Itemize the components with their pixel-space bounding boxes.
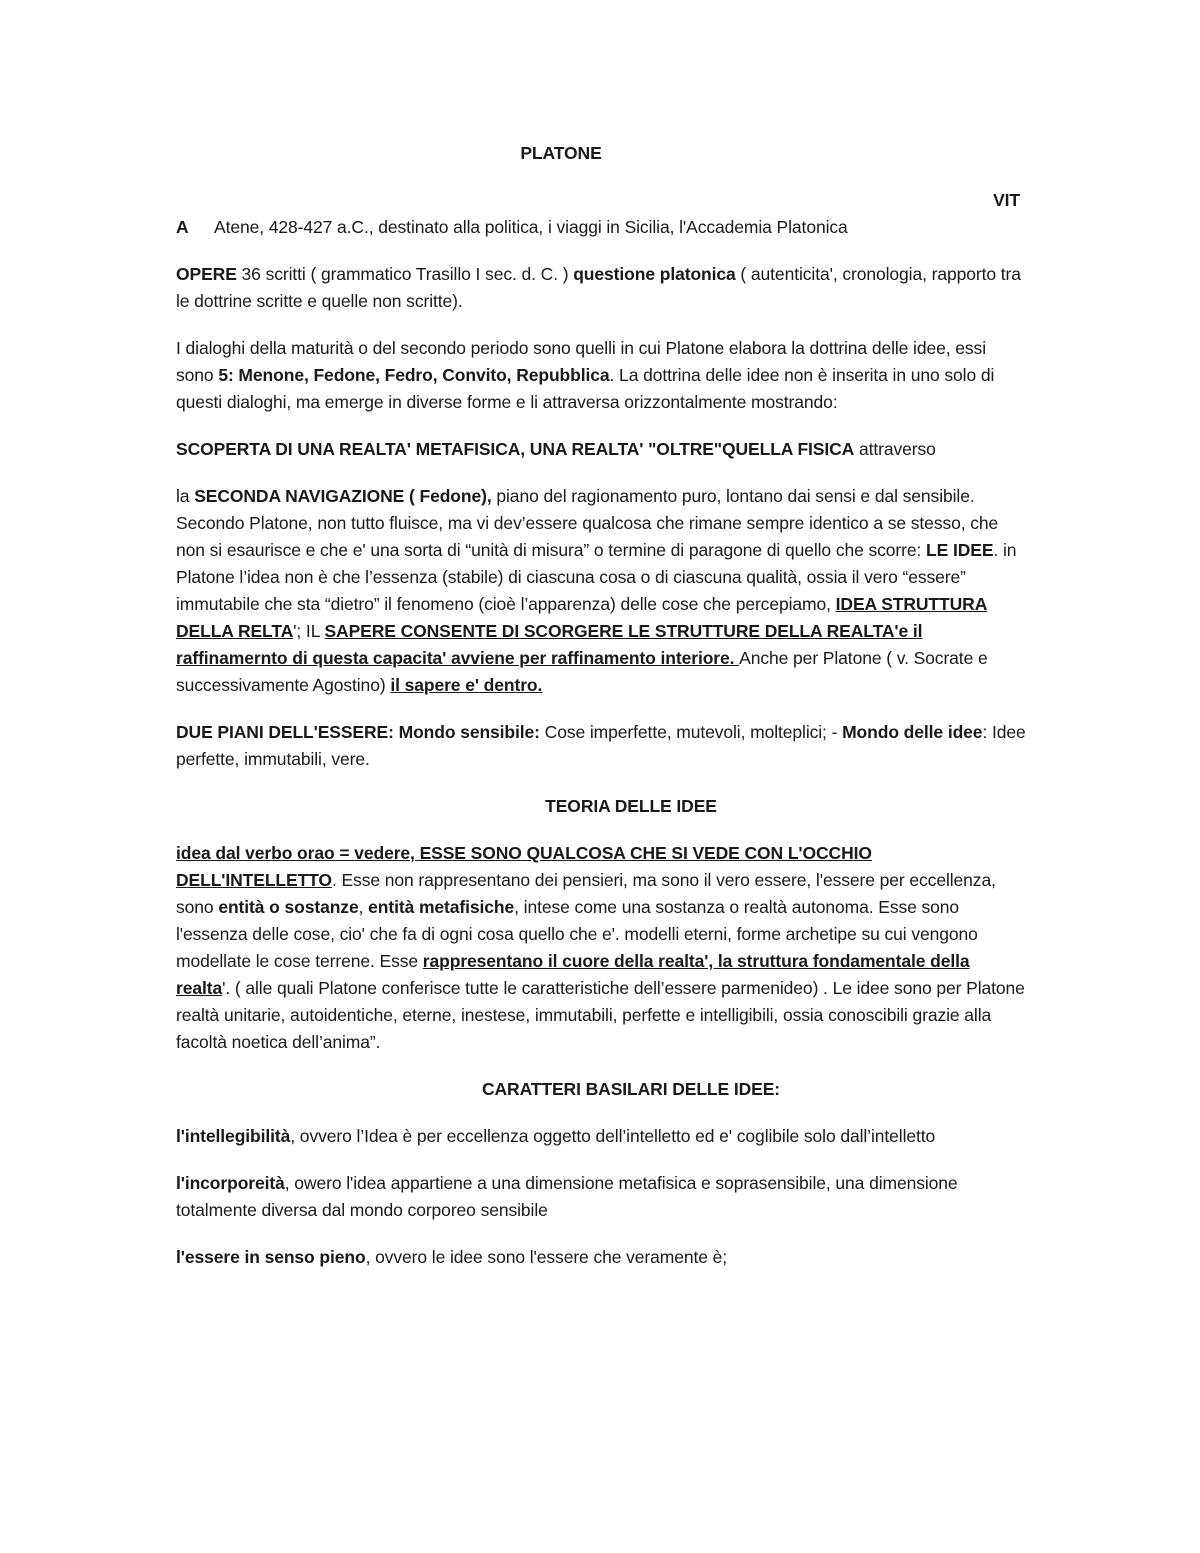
caratteri-item-text: , ovvero l’Idea è per eccellenza oggetto dell’intelletto ed e' coglibile solo dall’intelletto	[290, 1126, 936, 1146]
navigazione-underlined-2: SAPERE CONSENTE DI SCORGERE LE STRUTTURE DELLA REALTA'e il raffinamernto di questa capacita' avviene per raffinamento interiore.	[176, 621, 923, 668]
scoperta-bold: SCOPERTA DI UNA REALTA' METAFISICA, UNA REALTA' "OLTRE"QUELLA FISICA	[176, 439, 855, 459]
teoria-heading: TEORIA DELLE IDEE	[545, 796, 717, 816]
due-piani-text-2: : Idee perfette, immutabili, vere.	[176, 722, 1026, 769]
caratteri-item	[176, 1244, 1026, 1271]
due-piani-bold-2: Mondo delle idee	[842, 722, 983, 742]
scoperta-paragraph	[176, 436, 1026, 463]
dialoghi-bold-1: 5: Menone, Fedone, Fedro, Convito, Repubblica	[218, 365, 610, 385]
teoria-paragraph	[176, 840, 1026, 1056]
caratteri-heading: CARATTERI BASILARI DELLE IDEE:	[481, 1079, 781, 1099]
navigazione-bold-1: SECONDA NAVIGAZIONE ( Fedone),	[194, 486, 492, 506]
opere-text-1: 36 scritti ( grammatico Trasillo I sec. d. C. )	[236, 264, 574, 284]
caratteri-item-text: , owero l'idea appartiene a una dimensione metafisica e soprasensibile, una dimensione totalmente diversa dal mondo corporeo sensibile	[176, 1173, 958, 1220]
teoria-bold-2: entità metafisiche	[368, 897, 515, 917]
caratteri-item-bold: l'intellegibilità	[176, 1126, 291, 1146]
teoria-text-4: '. ( alle quali Platone conferisce tutte le caratteristiche dell’essere parmenideo) . Le idee sono per Platone realtà unitarie, autoidentiche, eterne, inestese, immutabili, perfette e intelligibili, ossia conoscibili grazie alla facoltà noetica dell’anima”.	[176, 978, 1025, 1052]
navigazione-text-5: Anche per Platone ( v. Socrate e successivamente Agostino)	[176, 648, 988, 695]
scoperta-text: attraverso	[854, 439, 936, 459]
caratteri-item-bold: l'essere in senso pieno	[176, 1247, 366, 1267]
caratteri-item	[176, 1170, 1026, 1224]
navigazione-text-1: la	[176, 486, 195, 506]
teoria-text-1: . Esse non rappresentano dei pensieri, ma sono il vero essere, l'essere per eccellenza, sono	[176, 870, 996, 917]
page-title: PLATONE	[520, 143, 602, 163]
opere-bold-1: questione platonica	[573, 264, 736, 284]
navigazione-underlined-1: IDEA STRUTTURA DELLA RELTA	[176, 594, 988, 641]
due-piani-text-1: Cose imperfette, mutevoli, molteplici; -	[539, 722, 843, 742]
vita-label-part1: VIT	[993, 190, 1020, 210]
vita-paragraph	[176, 214, 1026, 241]
navigazione-text-4: '; IL	[293, 621, 325, 641]
dialoghi-paragraph	[176, 335, 1026, 416]
teoria-text-2: ,	[358, 897, 369, 917]
navigazione-text-3: . in Platone l’idea non è che l’essenza (stabile) di ciascuna cosa o di ciascuna qualità, ossia il vero “essere” immutabile che sta “dietro” il fenomeno (cioè l’apparenza) delle cose che percepiamo,	[176, 540, 1017, 614]
opere-paragraph	[176, 261, 1026, 315]
teoria-underlined-2: rappresentano il cuore della realta', la struttura fondamentale della realta	[176, 951, 970, 998]
teoria-text-3: , intese come una sostanza o realtà autonoma. Esse sono l'essenza delle cose, cio' che fa di ogni cosa quello che e'. modelli eterni, forme archetipe su cui vengono modellate le cose terrene. Esse	[176, 897, 978, 971]
navigazione-underlined-3: il sapere e' dentro.	[390, 675, 543, 695]
navigazione-text-2: piano del ragionamento puro, lontano dai sensi e dal sensibile. Secondo Platone, non tutto fluisce, ma vi dev’essere qualcosa che rimane sempre identico a se stesso, che non si esaurisce e che e' una sorta di “unità di misura” o termine di paragone di quello che scorre:	[176, 486, 999, 560]
teoria-bold-1: entità o sostanze	[218, 897, 359, 917]
due-piani-paragraph	[176, 719, 1026, 773]
navigazione-paragraph	[176, 483, 1026, 699]
navigazione-bold-2: LE IDEE	[926, 540, 994, 560]
dialoghi-text-1: I dialoghi della maturità o del secondo periodo sono quelli in cui Platone elabora la dottrina delle idee, essi sono	[176, 338, 986, 385]
document-body	[176, 140, 1026, 1291]
due-piani-bold-1: DUE PIANI DELL'ESSERE: Mondo sensibile:	[176, 722, 540, 742]
opere-label: OPERE	[176, 264, 237, 284]
caratteri-item-text: , ovvero le idee sono l'essere che veramente è;	[365, 1247, 728, 1267]
vita-label-part2: A	[176, 217, 189, 237]
dialoghi-text-2: . La dottrina delle idee non è inserita in uno solo di questi dialoghi, ma emerge in diverse forme e li attraversa orizzontalmente mostrando:	[176, 365, 995, 412]
caratteri-item	[176, 1123, 1026, 1150]
caratteri-item-bold: l'incorporeità	[176, 1173, 285, 1193]
vita-text: Atene, 428-427 a.C., destinato alla politica, i viaggi in Sicilia, l'Accademia Platonica	[214, 217, 848, 237]
teoria-underlined-1: idea dal verbo orao = vedere, ESSE SONO QUALCOSA CHE SI VEDE CON L'OCCHIO DELL'INTELLETTO	[176, 843, 872, 890]
opere-text-2: ( autenticita', cronologia, rapporto tra le dottrine scritte e quelle non scritte).	[176, 264, 1021, 311]
